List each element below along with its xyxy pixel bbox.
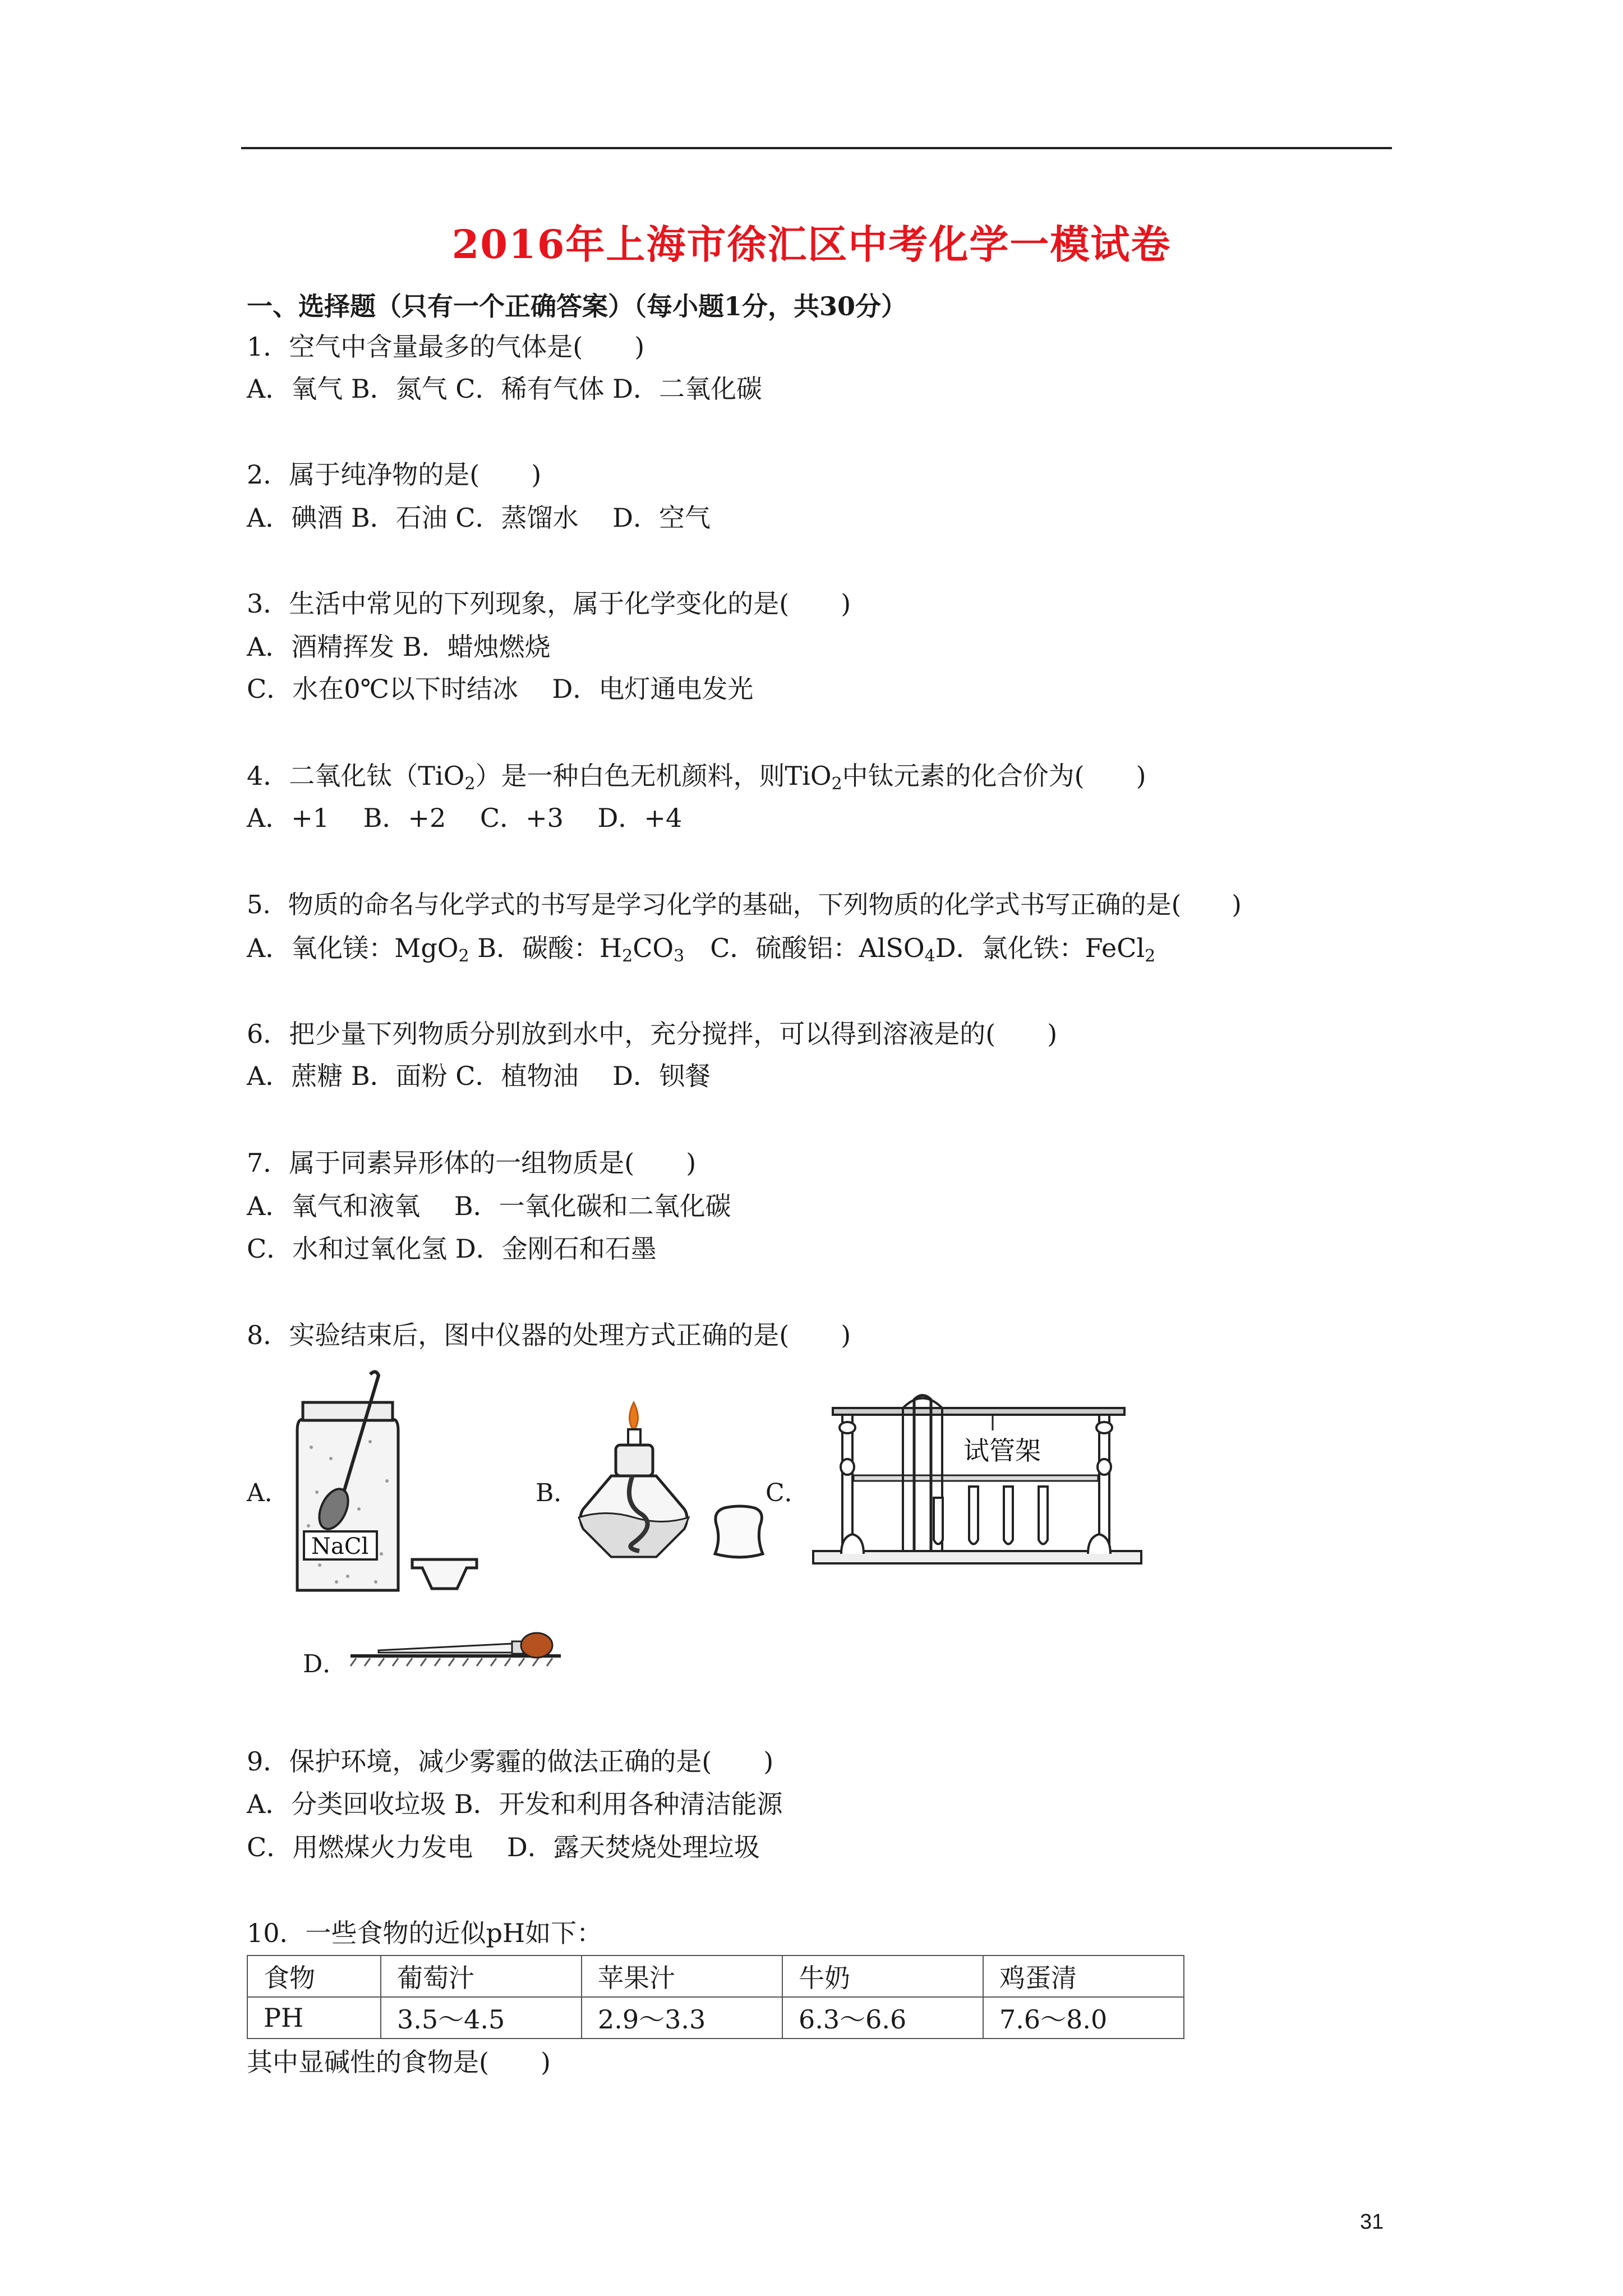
table-cell: 3.5～4.5 [381, 1997, 582, 2039]
bottle-label: NaCl [311, 1534, 369, 1559]
question-5-stem: 5．物质的命名与化学式的书写是学习化学的基础，下列物质的化学式书写正确的是( ) [247, 890, 1242, 919]
question-6-options: A．蔗糖 B．面粉 C．植物油 D．钡餐 [247, 1061, 711, 1091]
question-9-stem: 9．保护环境，减少雾霾的做法正确的是( ) [247, 1746, 774, 1777]
header-rule [241, 147, 1392, 149]
figure-label-d: D． [303, 1650, 348, 1678]
ph-table [247, 1955, 1184, 2039]
question-10-stem: 10．一些食物的近似pH如下： [247, 1918, 603, 1948]
table-cell: 苹果汁 [582, 1955, 782, 1997]
table-row [247, 1997, 1184, 2039]
table-cell: PH [247, 1997, 381, 2039]
alcohol-lamp-figure [572, 1397, 774, 1599]
rack-label: 试管架 [963, 1435, 1041, 1466]
question-3-stem: 3．生活中常见的下列现象，属于化学变化的是( ) [247, 588, 851, 619]
figure-label-c: C． [766, 1479, 809, 1507]
question-4-options: A．+1 B．+2 C．+3 D．+4 [247, 803, 683, 833]
question-3-options-1: A．酒精挥发 B．蜡烛燃烧 [247, 632, 551, 662]
question-7-stem: 7．属于同素异形体的一组物质是( ) [247, 1148, 697, 1178]
table-header-row [247, 1955, 1184, 1997]
page-title: 2016年上海市徐汇区中考化学一模试卷 [451, 221, 1172, 268]
question-6-stem: 6．把少量下列物质分别放到水中，充分搅拌，可以得到溶液是的( ) [247, 1019, 1058, 1049]
table-cell: 葡萄汁 [381, 1955, 582, 1997]
question-1-options: A．氧气 B．氮气 C．稀有气体 D．二氧化碳 [247, 374, 762, 404]
figure-label-a: A． [247, 1479, 289, 1507]
question-9-options-1: A．分类回收垃圾 B．开发和利用各种清洁能源 [247, 1789, 783, 1819]
table-cell: 鸡蛋清 [983, 1955, 1184, 1997]
question-2-stem: 2．属于纯净物的是( ) [247, 459, 542, 490]
table-cell: 7.6～8.0 [983, 1997, 1184, 2039]
question-3-options-2: C．水在0℃以下时结冰 D．电灯通电发光 [247, 674, 754, 704]
figure-label-b: B． [536, 1479, 579, 1507]
table-cell: 食物 [247, 1955, 381, 1997]
section-heading: 一、选择题（只有一个正确答案）（每小题1分，共30分） [247, 291, 907, 321]
table-cell: 牛奶 [782, 1955, 983, 1997]
question-8-stem: 8．实验结束后，图中仪器的处理方式正确的是( ) [247, 1320, 851, 1350]
question-5-options: A．氧化镁：MgO$_2$ B．碳酸：$H_2CO_3$ C．硫酸铝：AlSO$_4$D．氯化铁：FeCl$_2$ [247, 933, 1156, 966]
test-tube-rack-figure [808, 1391, 1150, 1582]
reagent-bottle-figure [286, 1369, 510, 1599]
question-7-options-1: A．氧气和液氧 B．一氧化碳和二氧化碳 [247, 1191, 731, 1221]
question-9-options-2: C．用燃煤火力发电 D．露天焚烧处理垃圾 [247, 1832, 760, 1862]
question-4-stem: 4．二氧化钛（TiO$_2$）是一种白色无机颜料，则TiO$_2$中钛元素的化合价为( ) [247, 761, 1146, 794]
page-number: 31 [1360, 2210, 1384, 2234]
table-cell: 2.9～3.3 [582, 1997, 782, 2039]
question-7-options-2: C．水和过氧化氢 D．金刚石和石墨 [247, 1234, 657, 1264]
dropper-figure [345, 1627, 569, 1677]
question-1-stem: 1．空气中含量最多的气体是( ) [247, 332, 645, 362]
question-10-question: 其中显碱性的食物是( ) [247, 2047, 551, 2077]
table-cell: 6.3～6.6 [782, 1997, 983, 2039]
question-2-options: A．碘酒 B．石油 C．蒸馏水 D．空气 [247, 503, 711, 533]
